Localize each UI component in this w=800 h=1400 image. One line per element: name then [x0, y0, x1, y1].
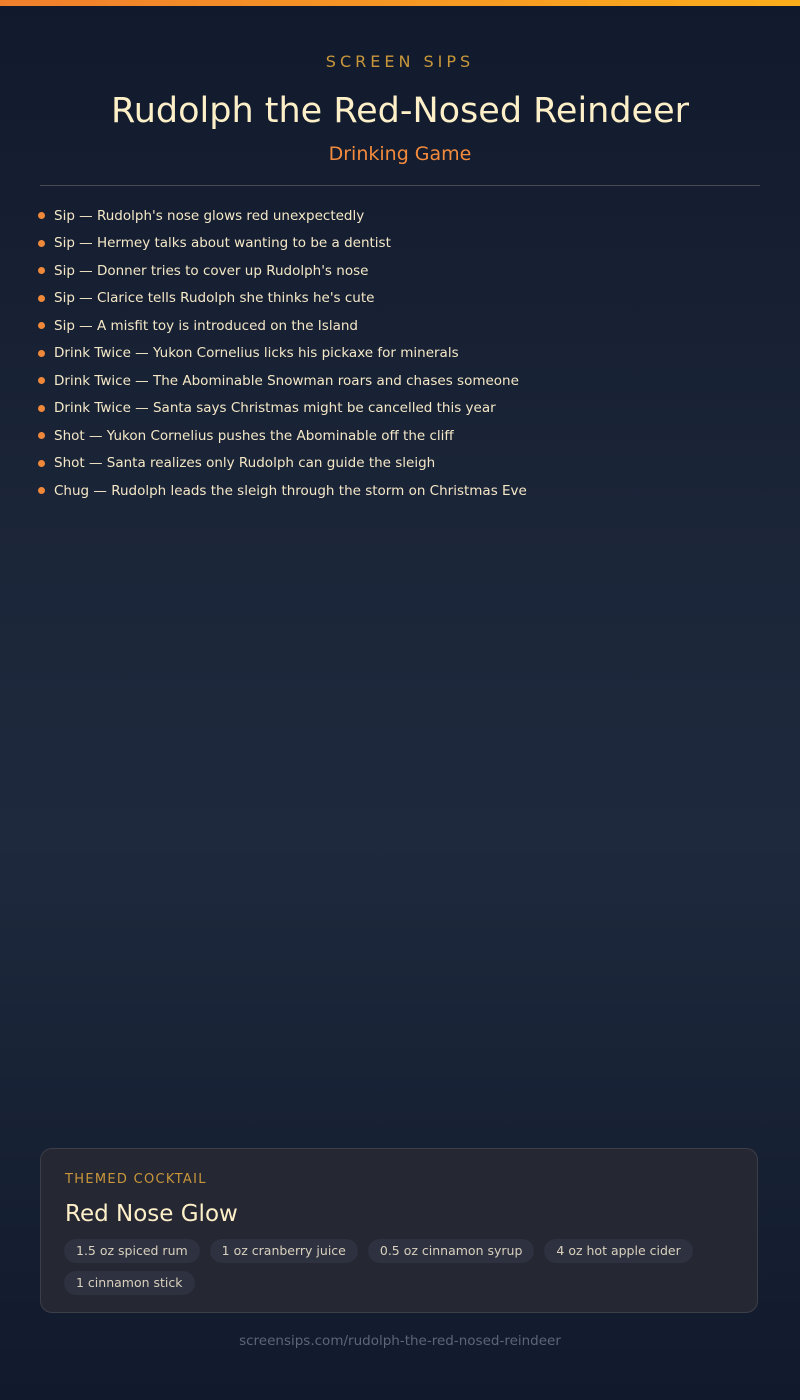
ingredient-list [64, 1239, 733, 1295]
rule-text: Drink Twice — Yukon Cornelius licks his pickaxe for minerals [54, 345, 459, 362]
rule-text: Sip — Clarice tells Rudolph she thinks he's cute [54, 290, 375, 307]
rule-item [38, 340, 758, 368]
rule-item [38, 422, 758, 450]
rule-text: Chug — Rudolph leads the sleigh through the storm on Christmas Eve [54, 482, 527, 499]
rule-item [38, 367, 758, 395]
rule-item [38, 450, 758, 478]
rule-text: Drink Twice — Santa says Christmas might be cancelled this year [54, 400, 496, 417]
page-title: Rudolph the Red-Nosed Reindeer [110, 91, 690, 131]
footer-url: screensips.com/rudolph-the-red-nosed-reindeer [239, 1333, 561, 1349]
bullet-dot-icon [38, 212, 45, 219]
bullet-dot-icon [38, 405, 45, 412]
rule-item [38, 257, 758, 285]
ingredient-chip: 4 oz hot apple cider [544, 1239, 692, 1263]
bullet-dot-icon [38, 377, 45, 384]
rule-text: Drink Twice — The Abominable Snowman roars and chases someone [54, 372, 519, 389]
rule-text: Sip — A misfit toy is introduced on the Island [54, 317, 358, 334]
bullet-dot-icon [38, 267, 45, 274]
rule-text: Sip — Rudolph's nose glows red unexpectedly [54, 207, 365, 224]
brand-name: SCREEN SIPS [325, 52, 475, 71]
bullet-dot-icon [38, 487, 45, 494]
rule-item [38, 395, 758, 423]
bullet-dot-icon [38, 432, 45, 439]
bullet-dot-icon [38, 240, 45, 247]
cocktail-label: THEMED COCKTAIL [65, 1172, 207, 1187]
cocktail-card [40, 1148, 758, 1313]
rules-list [38, 202, 758, 505]
ingredient-chip: 0.5 oz cinnamon syrup [368, 1239, 535, 1263]
bullet-dot-icon [38, 460, 45, 467]
rule-text: Sip — Donner tries to cover up Rudolph's nose [54, 262, 369, 279]
bullet-dot-icon [38, 322, 45, 329]
ingredient-chip: 1.5 oz spiced rum [64, 1239, 200, 1263]
rule-item [38, 230, 758, 258]
header-divider [40, 185, 760, 186]
rule-text: Sip — Hermey talks about wanting to be a dentist [54, 235, 391, 252]
top-accent-bar [0, 0, 800, 6]
rule-item [38, 477, 758, 505]
ingredient-chip: 1 cinnamon stick [64, 1271, 195, 1295]
rule-item [38, 202, 758, 230]
rule-item [38, 312, 758, 340]
rule-item [38, 285, 758, 313]
ingredient-chip: 1 oz cranberry juice [210, 1239, 358, 1263]
bullet-dot-icon [38, 350, 45, 357]
bullet-dot-icon [38, 295, 45, 302]
rule-text: Shot — Santa realizes only Rudolph can guide the sleigh [54, 455, 436, 472]
page-subtitle: Drinking Game [328, 143, 472, 165]
cocktail-name: Red Nose Glow [65, 1201, 238, 1227]
page-header [0, 50, 800, 167]
rule-text: Shot — Yukon Cornelius pushes the Abominable off the cliff [54, 427, 454, 444]
